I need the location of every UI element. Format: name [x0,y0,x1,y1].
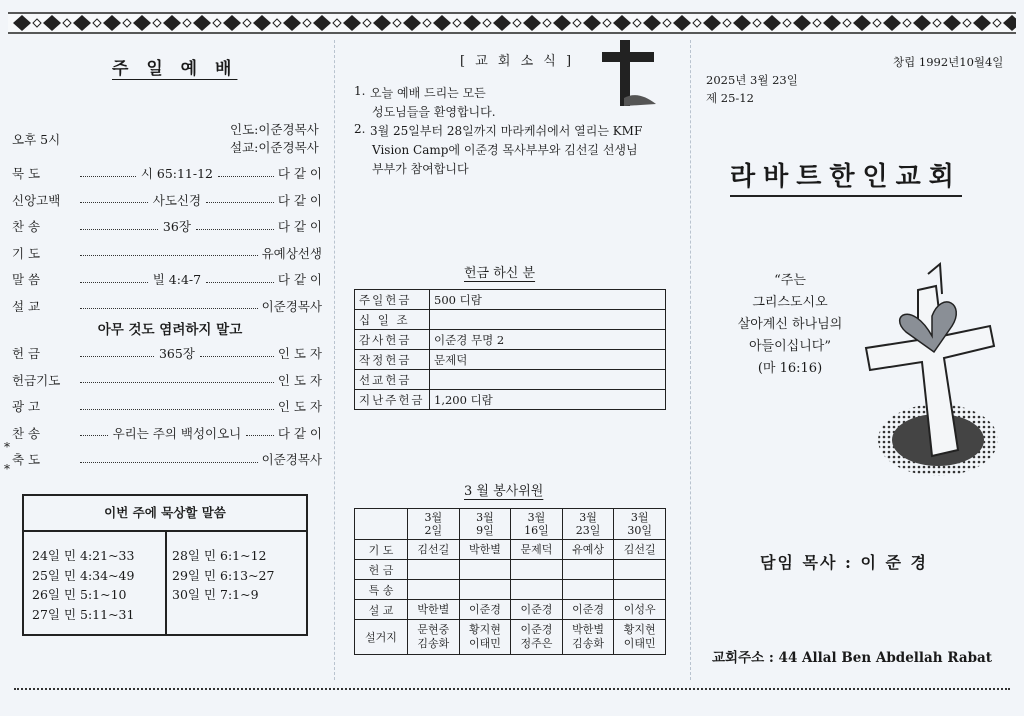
service-person-name: 문현중 [417,623,450,636]
service-person [459,620,511,655]
news-line: 부부가 참여합니다 [372,162,469,176]
offering-row [355,350,666,370]
offering-value: 500 디람 [430,290,666,310]
preacher: 설교:이준경목사 [230,140,319,155]
service-person [511,540,563,560]
order-item: 시 65:11-12 [140,166,214,181]
service-person [408,600,460,620]
service-person-name: 이준경 [520,623,553,636]
service-date-part: 3월 [579,511,597,524]
news-number: 2. [354,122,366,136]
news-line: 성도님들을 환영합니다. [372,105,496,119]
dot-leader [80,282,148,283]
service-date-part: 3월 [424,511,443,524]
service-person-name: 김선길 [623,542,656,556]
offering-row [355,330,666,350]
service-role: 기 도 [355,540,408,560]
service-person-name: 유예상 [572,542,605,556]
service-date-part: 16일 [524,524,549,537]
leader: 인도:이준경목사 [230,122,319,137]
order-label: 헌금기도 [12,372,61,388]
offering-value [430,310,666,330]
order-item: 사도신경 [152,192,202,208]
order-person: 다 같 이 [277,219,323,234]
cross-icon [598,38,658,112]
order-item: 우리는 주의 백성이오니 [112,425,242,441]
offering-type: 감사헌금 [355,330,430,350]
service-role: 헌 금 [355,560,408,580]
dot-leader [200,356,274,357]
service-person [562,560,614,580]
dot-leader [80,409,274,410]
fold-line-2 [690,40,691,680]
service-person-name: 박한별 [468,542,501,556]
order-person: 다 같 이 [277,166,323,181]
order-person: 이준경목사 [261,298,322,314]
offering-value [430,370,666,390]
offering-type: 선교헌금 [355,370,430,390]
order-person: 인 도 자 [277,399,322,414]
order-row [12,191,322,209]
offering-row [355,390,666,410]
dot-leader [80,202,148,203]
order-label: 광 고 [12,399,41,414]
service-date-part: 30일 [627,524,652,537]
service-date [562,509,614,540]
offering-title: 헌금 하신 분 [464,266,536,281]
service-person-name: 이준경 [520,602,553,616]
service-row [355,580,666,600]
heart-cross-icon [862,260,1002,484]
service-role: 설거지 [355,620,408,655]
service-date-part: 2일 [424,524,443,537]
church-name: 라바트한인교회 [730,156,962,197]
service-person [408,560,460,580]
fold-line-1 [334,40,335,680]
service-person [511,580,563,600]
dot-leader [206,282,274,283]
service-person-name: 황지현 [623,623,656,636]
order-person: 인 도 자 [277,372,322,388]
service-person-name: 김선길 [417,542,450,556]
offering-type: 지난주헌금 [355,390,430,410]
service-person [562,620,614,655]
meditation-verse: 24일 민 4:21~33 [32,548,135,563]
news-line: 3월 25일부터 28일까지 마라케쉬에서 열리는 KMF [370,124,643,138]
offering-table [354,289,666,410]
dot-leader [80,382,274,383]
service-row [355,540,666,560]
service-person-name: 문제덕 [520,542,553,556]
meditation-verse: 26일 민 5:1~10 [32,587,127,602]
service-person-name: 박한별 [417,602,450,616]
order-label: 묵 도 [12,166,41,181]
service-person [562,580,614,600]
founded-date: 창립 1992년10월4일 [893,55,1004,69]
service-date [408,509,460,540]
dot-leader [80,229,158,230]
meditation-verse: 28일 민 6:1~12 [172,548,267,563]
order-label: 신앙고백 [12,192,61,208]
offering-value: 문제덕 [430,350,666,370]
order-row [12,397,322,415]
service-person [614,580,666,600]
dot-leader [80,435,108,436]
order-person: 인 도 자 [277,346,322,361]
scripture-quote [710,270,870,380]
order-row [12,371,322,389]
service-person [562,600,614,620]
order-row [12,164,322,182]
service-time: 오후 5시 [12,132,61,147]
order-label: 찬 송 [12,425,41,441]
dot-leader [80,308,258,309]
order-label: 축 도 [12,452,41,467]
order-label: 찬 송 [12,219,41,234]
order-row [12,270,322,288]
order-item: 36장 [162,219,191,234]
offering-value: 이준경 무명 2 [430,330,666,350]
news-title: [ 교 회 소 식 ] [460,54,575,69]
service-person-name: 이준경 [468,602,501,616]
star-mark-1: * [4,440,10,454]
order-person: 다 같 이 [277,425,323,441]
order-row [12,244,322,262]
service-date-part: 3월 [527,511,546,524]
service-person-name: 정주은 [520,637,553,650]
issue-number: 제 25-12 [706,91,754,105]
worship-title: 주 일 예 배 [112,59,238,79]
quote-line: (마 16:16) [757,361,823,376]
order-person: 다 같 이 [277,272,322,287]
service-person [614,620,666,655]
order-item: 365장 [158,346,195,361]
service-person [562,540,614,560]
service-person-name: 김송화 [417,637,450,650]
pastor: 담임 목사 : 이 준 경 [760,553,928,572]
meditation-verse: 29일 민 6:13~27 [172,567,275,583]
quote-line: 아들이십니다” [749,339,831,354]
diamond-border-pattern [8,12,1016,34]
offering-type: 주일헌금 [355,290,430,310]
service-date-part: 9일 [476,524,494,537]
service-person [408,540,460,560]
bulletin-date: 2025년 3월 23일 [706,73,798,87]
news-number: 1. [354,84,366,98]
quote-line: “주는 [774,273,806,288]
service-date [511,509,563,540]
meditation-verse: 30일 민 7:1~9 [172,587,259,602]
service-date [459,509,511,540]
service-person [614,600,666,620]
order-row [12,344,322,362]
dot-leader [218,176,274,177]
service-row [355,620,666,655]
service-date-part: 3월 [630,511,649,524]
offering-row [355,370,666,390]
dot-leader [206,202,274,203]
dot-leader [80,462,258,463]
order-person: 다 같 이 [277,192,322,208]
service-person [459,600,511,620]
dot-leader [80,255,258,256]
service-date-part: 23일 [575,524,601,537]
offering-row [355,310,666,330]
service-person-name: 이태민 [468,637,501,650]
order-label: 기 도 [12,245,41,261]
order-row [12,450,322,468]
service-person [459,540,511,560]
service-person [511,600,563,620]
dot-leader [80,356,154,357]
order-person: 이준경목사 [261,452,322,467]
service-person-name: 이성우 [623,602,656,616]
service-person-name: 김송화 [572,637,605,650]
service-row [355,560,666,580]
service-date-part: 3월 [476,511,494,524]
service-person [511,560,563,580]
quote-line: 그리스도시오 [752,295,828,310]
service-person [614,560,666,580]
service-person [511,620,563,655]
service-person-name: 박한별 [572,623,605,636]
church-address: 교회주소 : 44 Allal Ben Abdellah Rabat [712,650,993,666]
diamond-border [8,12,1016,34]
meditation-verse: 25일 민 4:34~49 [32,567,135,583]
service-person [408,580,460,600]
order-label: 헌 금 [12,346,41,361]
quote-line: 살아계신 하나님의 [737,317,843,332]
service-role: 특 송 [355,580,408,600]
order-row [12,297,322,315]
service-corner [355,509,408,540]
service-title: 3 월 봉사위원 [464,484,544,499]
news-line: 오늘 예배 드리는 모든 [370,86,486,100]
offering-value: 1,200 디람 [430,390,666,410]
service-person [459,560,511,580]
offering-type: 십 일 조 [355,310,430,330]
order-row [12,217,322,235]
star-mark-2: * [4,462,10,476]
order-item: 빌 4:4-7 [152,272,202,287]
offering-row [355,290,666,310]
service-person-name: 황지현 [468,623,501,636]
order-person: 유예상선생 [261,245,322,261]
news-line: Vision Camp에 이준경 목사부부와 김선길 선생님 [372,143,638,157]
service-person-name: 이태민 [623,637,656,650]
dot-leader [196,229,274,230]
service-role: 설 교 [355,600,408,620]
meditation-divider [165,530,167,634]
service-row [355,600,666,620]
order-label: 설 교 [12,298,41,314]
sermon-title: 아무 것도 염려하지 말고 [97,322,243,338]
service-header-row [355,509,666,540]
offering-type: 작정헌금 [355,350,430,370]
service-date [614,509,666,540]
dotted-border-bottom [14,688,1010,690]
meditation-title: 이번 주에 묵상할 말씀 [24,496,306,532]
order-label: 말 씀 [12,272,41,287]
service-person-name: 이준경 [572,602,605,616]
service-table [354,508,666,655]
dot-leader [246,435,274,436]
dot-leader [80,176,136,177]
service-person [459,580,511,600]
order-row [12,424,322,442]
service-person [408,620,460,655]
meditation-verse: 27일 민 5:11~31 [32,606,135,622]
service-person [614,540,666,560]
